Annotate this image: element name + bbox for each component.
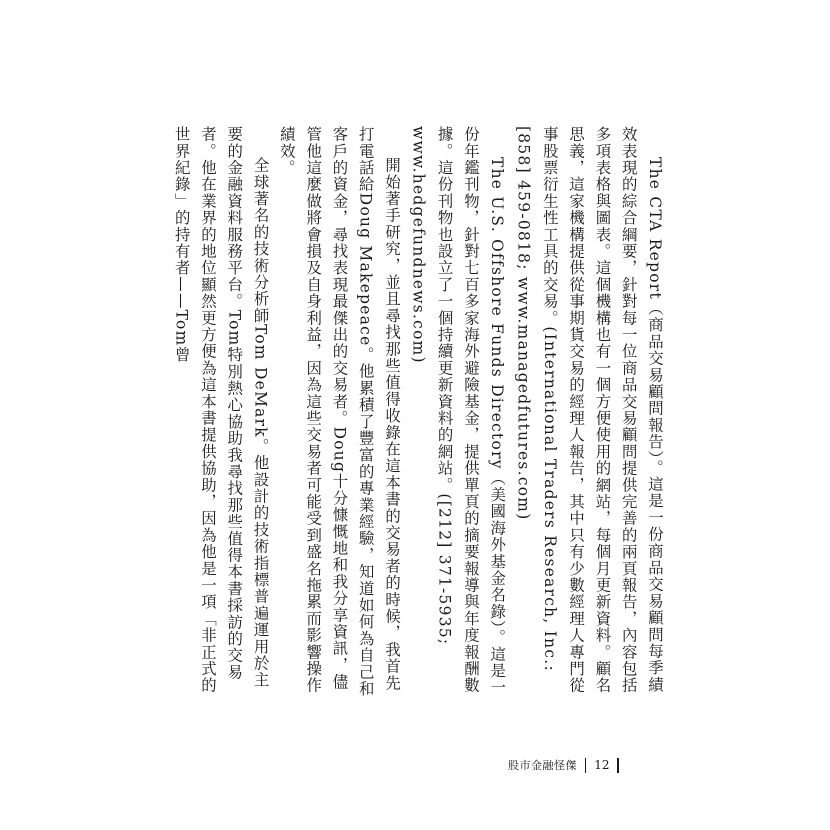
footer-divider-right (617, 758, 618, 773)
body-text (172, 126, 668, 704)
paragraph-offshore-funds-directory: The U.S. Offshore Funds Directory（美國海外基金名錄）。這是一份年鑑刊物，針對七百多家海外避險基金，提供單頁的摘要報導與年度報酬數據。這份刊物也設立了一個持續更新資料的網站。([212] 371-5935; www.hedgefundnews.com) (409, 126, 507, 696)
running-book-title: 股市金融怪傑 (508, 759, 577, 772)
footer-divider (585, 758, 586, 773)
paragraph-doug-makepeace: 開始著手研究，並且尋找那些值得收錄在這本書的交易者的時候，我首先打電話給Doug Makepeace。他累積了豐富的專業經驗，知道如何為自己和客戶的資金，尋找表現最傑出的交易者。Doug十分慷慨地和我分享資訊，儘管他這麼做將會損及自身利益，因為這些交易者可能受到盛名拖累而影響操作績效。 (277, 126, 402, 698)
paragraph-tom-demark: 全球著名的技術分析師Tom DeMark。他設計的技術指標普遍運用於主要的金融資料服務平台。Tom特別熱心協助我尋找那些值得本書採訪的交易者。他在業界的地位顯然更方便為這本書提供協助，因為他是一項「非正式的世界紀錄」的持有者——Tom曾 (172, 126, 270, 694)
page-footer (508, 754, 627, 776)
paragraph-cta-report: The CTA Report（商品交易顧問報告）。這是一份商品交易顧問每季績效表現的綜合綱要，針對每一位商品交易顧問提供完善的兩頁報告，內容包括多項表格與圖表。這個機構也有一個方便使用的網站，每個月更新資料。顧名思義，這家機構提供從事期貨交易的經理人報告，其中只有少數經理人專門從事股票衍生性工具的交易。(International Traders Research, Inc.: [858] 459-0818; www.managedfutures.com) (514, 126, 664, 694)
page-number: 12 (594, 758, 610, 772)
